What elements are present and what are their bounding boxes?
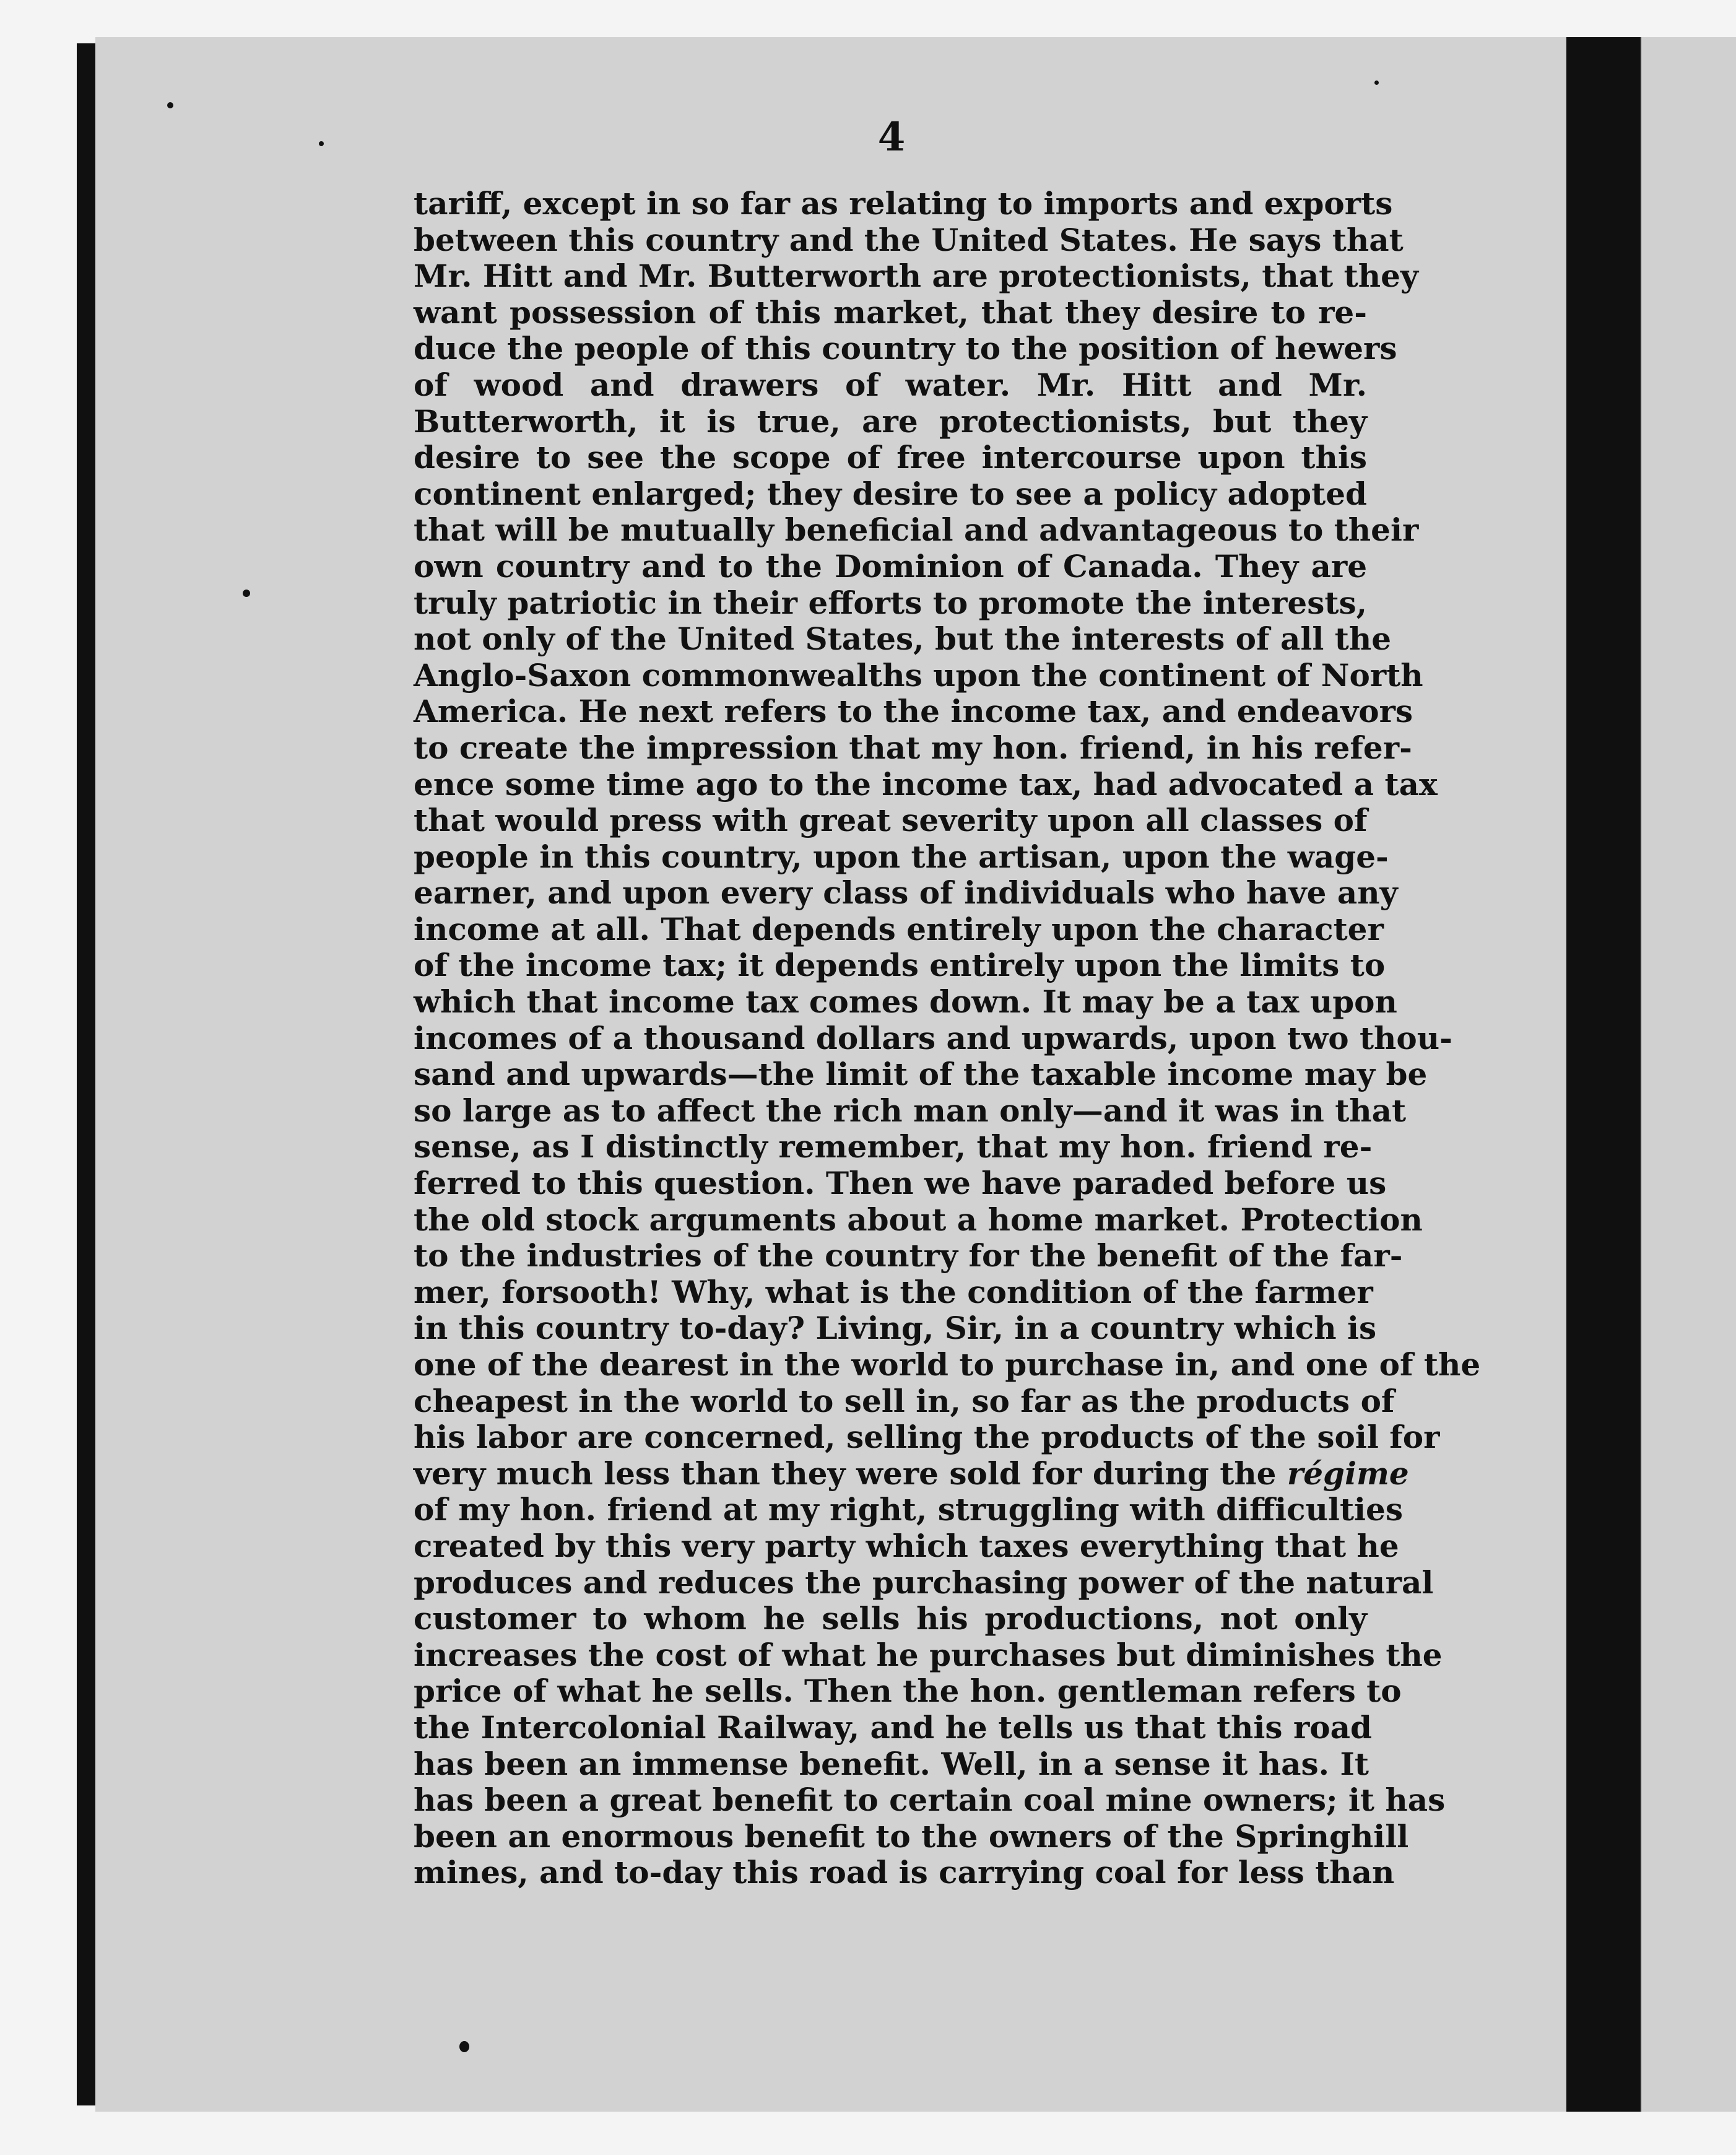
italic-word: régime xyxy=(1287,1455,1409,1492)
text-line: produces and reduces the purchasing power of the natural xyxy=(414,1564,1434,1601)
left-scan-border xyxy=(77,43,95,2105)
text-line: of the income tax; it depends entirely upon the limits to xyxy=(414,947,1386,984)
text-line: that will be mutually beneficial and advantageous to their xyxy=(414,512,1419,549)
text-line: ferred to this question. Then we have paraded before us xyxy=(414,1165,1387,1202)
text-line: that would press with great severity upon all classes of xyxy=(414,802,1368,839)
text-line: Mr. Hitt and Mr. Butterworth are protectionists, that they xyxy=(414,258,1418,295)
text-line: which that income tax comes down. It may be a tax upon xyxy=(414,983,1397,1021)
text-line: incomes of a thousand dollars and upwards, upon two thou- xyxy=(414,1019,1452,1056)
text-line: price of what he sells. Then the hon. gentleman refers to xyxy=(414,1673,1402,1710)
text-line: cheapest in the world to sell in, so far as the products of xyxy=(414,1382,1395,1419)
text-line: has been a great benefit to certain coal mine owners; it has xyxy=(414,1782,1446,1819)
body-text xyxy=(414,185,1481,1891)
text-line: truly patriotic in their efforts to promote the interests, xyxy=(414,584,1367,621)
text-line: desire to see the scope of free intercourse upon this xyxy=(414,439,1367,476)
ink-speck xyxy=(1374,81,1379,85)
ink-speck xyxy=(319,141,324,146)
text-line: want possession of this market, that they desire to re- xyxy=(414,294,1367,331)
text-line xyxy=(414,1455,1409,1492)
text-line: people in this country, upon the artisan, upon the wage- xyxy=(414,838,1389,875)
text-line: created by this very party which taxes everything that he xyxy=(414,1527,1399,1564)
text-line: Butterworth, it is true, are protectionists, but they xyxy=(414,403,1367,440)
text-line: his labor are concerned, selling the products of the soil for xyxy=(414,1419,1440,1456)
text-line: customer to whom he sells his productions, not only xyxy=(414,1600,1367,1637)
text-line: increases the cost of what he purchases but diminishes the xyxy=(414,1636,1443,1673)
text-line: been an enormous benefit to the owners of the Springhill xyxy=(414,1818,1409,1855)
text-line: Anglo-Saxon commonwealths upon the continent of North xyxy=(414,656,1423,694)
text-line: between this country and the United States. He says that xyxy=(414,221,1404,258)
text-line: to the industries of the country for the benefit of the far- xyxy=(414,1237,1403,1274)
text-line: continent enlarged; they desire to see a policy adopted xyxy=(414,475,1367,512)
ink-speck xyxy=(459,2041,469,2052)
text-line: of my hon. friend at my right, struggling with difficulties xyxy=(414,1491,1403,1528)
text-line: the Intercolonial Railway, and he tells us that this road xyxy=(414,1709,1372,1746)
text-line: income at all. That depends entirely upon the character xyxy=(414,910,1384,947)
text-line: ence some time ago to the income tax, had advocated a tax xyxy=(414,765,1438,803)
text-line: mines, and to-day this road is carrying coal for less than xyxy=(414,1854,1395,1891)
text-line: own country and to the Dominion of Canada. They are xyxy=(414,547,1367,585)
text-line: duce the people of this country to the position of hewers xyxy=(414,330,1397,367)
text-line: tariff, except in so far as relating to imports and exports xyxy=(414,185,1393,222)
ink-speck xyxy=(167,102,173,108)
text-line: in this country to-day? Living, Sir, in a country which is xyxy=(414,1310,1377,1347)
text-line: of wood and drawers of water. Mr. Hitt and Mr. xyxy=(414,366,1367,403)
text-line: not only of the United States, but the interests of all the xyxy=(414,620,1392,658)
text-line: has been an immense benefit. Well, in a sense it has. It xyxy=(414,1745,1369,1782)
adjacent-page-edge xyxy=(1641,37,1736,2112)
text-line: America. He next refers to the income tax, and endeavors xyxy=(414,693,1413,730)
text-line: to create the impression that my hon. friend, in his refer- xyxy=(414,729,1412,766)
text-line: mer, forsooth! Why, what is the condition of the farmer xyxy=(414,1273,1373,1310)
text-line: sense, as I distinctly remember, that my hon. friend re- xyxy=(414,1128,1373,1165)
text-line: sand and upwards—the limit of the taxable income may be xyxy=(414,1056,1428,1093)
ink-speck xyxy=(243,590,250,597)
text-line: one of the dearest in the world to purchase in, and one of the xyxy=(414,1346,1481,1383)
binding-gutter xyxy=(1566,37,1641,2112)
page-number: 4 xyxy=(877,114,906,160)
text-line: so large as to affect the rich man only—and it was in that xyxy=(414,1092,1407,1129)
text-line-content: very much less than they were sold for during the xyxy=(414,1455,1277,1492)
text-line: earner, and upon every class of individuals who have any xyxy=(414,874,1398,912)
text-line: the old stock arguments about a home market. Protection xyxy=(414,1201,1423,1238)
